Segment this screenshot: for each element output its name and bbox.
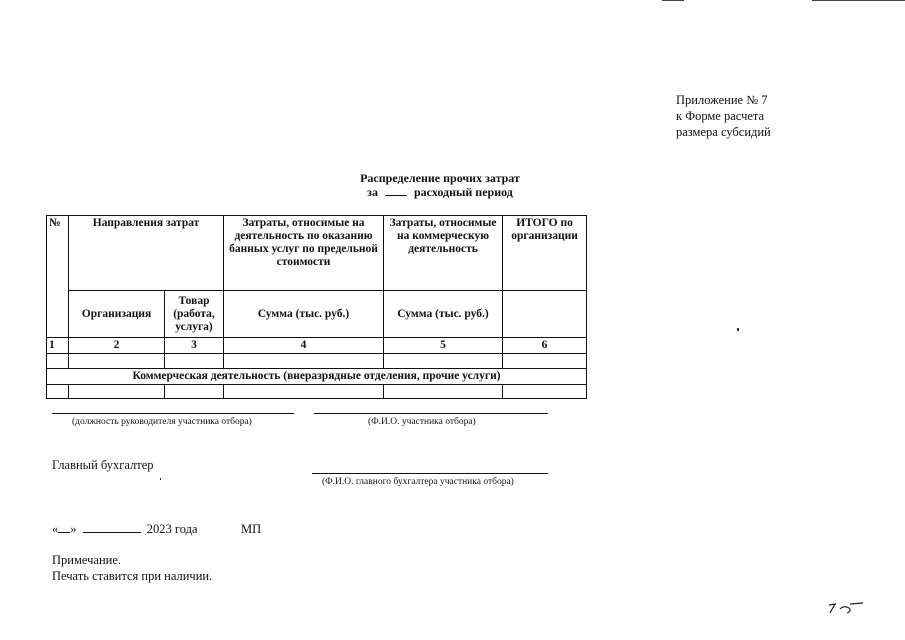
table-cell [47,385,69,399]
header-total: ИТОГО по организации [503,216,587,291]
subtitle-prefix: за [367,185,378,199]
head-name-caption: (Ф.И.О. участника отбора) [368,417,476,427]
table-cell [69,385,165,399]
head-position-caption: (должность руководителя участника отбора) [72,417,252,427]
appendix-line-1: Приложение № 7 [676,93,768,107]
header-organization: Организация [69,291,165,338]
section-row-commercial: Коммерческая деятельность (внеразрядные отделения, прочие услуги) [47,369,587,385]
scan-artifact [812,0,905,1]
period-blank [385,185,407,196]
column-number: 3 [165,338,224,354]
table-cell [503,354,587,369]
table-cell [165,385,224,399]
table-cell [224,354,384,369]
header-sum-commercial: Сумма (тыс. руб.) [384,291,503,338]
scan-artifact [662,0,684,1]
head-name-line [314,413,548,414]
handwritten-page-number [826,596,866,618]
column-number: 5 [384,338,503,354]
column-number: 6 [503,338,587,354]
chief-accountant-caption: (Ф.И.О. главного бухгалтера участника отбора) [322,477,514,487]
table-cell [384,354,503,369]
table-cell [69,354,165,369]
date-line [52,522,198,537]
header-num: № [47,216,69,338]
stamp-label: МП [241,522,262,536]
day-blank [58,522,70,533]
table-cell [384,385,503,399]
header-commercial-costs: Затраты, относимые на коммерческую деятельность [384,216,503,291]
appendix-line-3: размера субсидий [676,125,771,139]
column-number: 1 [47,338,69,354]
column-number: 2 [69,338,165,354]
table-cell [165,354,224,369]
scan-speck [737,328,739,331]
date-open-quote: « [52,522,59,536]
empty-data-row [47,354,587,369]
header-total-empty [503,291,587,338]
header-sum-bath: Сумма (тыс. руб.) [224,291,384,338]
scan-speck [160,478,161,480]
document-title: Распределение прочих затрат [360,171,520,185]
table-cell [47,354,69,369]
month-blank [83,522,141,533]
column-numbers-row [47,338,587,354]
header-directions: Направления затрат [69,216,224,291]
subtitle-suffix: расходный период [413,185,513,199]
note-text: Печать ставится при наличии. [52,569,213,583]
date-close-quote: » [70,522,77,536]
column-number: 4 [224,338,384,354]
table-cell [503,385,587,399]
empty-data-row [47,385,587,399]
table-cell [224,385,384,399]
note-title: Примечание. [52,553,122,567]
head-position-line [52,413,294,414]
chief-accountant-label: Главный бухгалтер [52,458,154,472]
chief-accountant-line [312,473,548,474]
appendix-reference [676,92,771,140]
header-bath-costs: Затраты, относимые на деятельность по оказанию банных услуг по предельной стоимости [224,216,384,291]
appendix-line-2: к Форме расчета [676,109,765,123]
year-text: 2023 года [146,522,198,536]
cost-distribution-table [46,215,587,399]
header-goods: Товар (работа, услуга) [165,291,224,338]
document-subtitle [300,185,580,200]
